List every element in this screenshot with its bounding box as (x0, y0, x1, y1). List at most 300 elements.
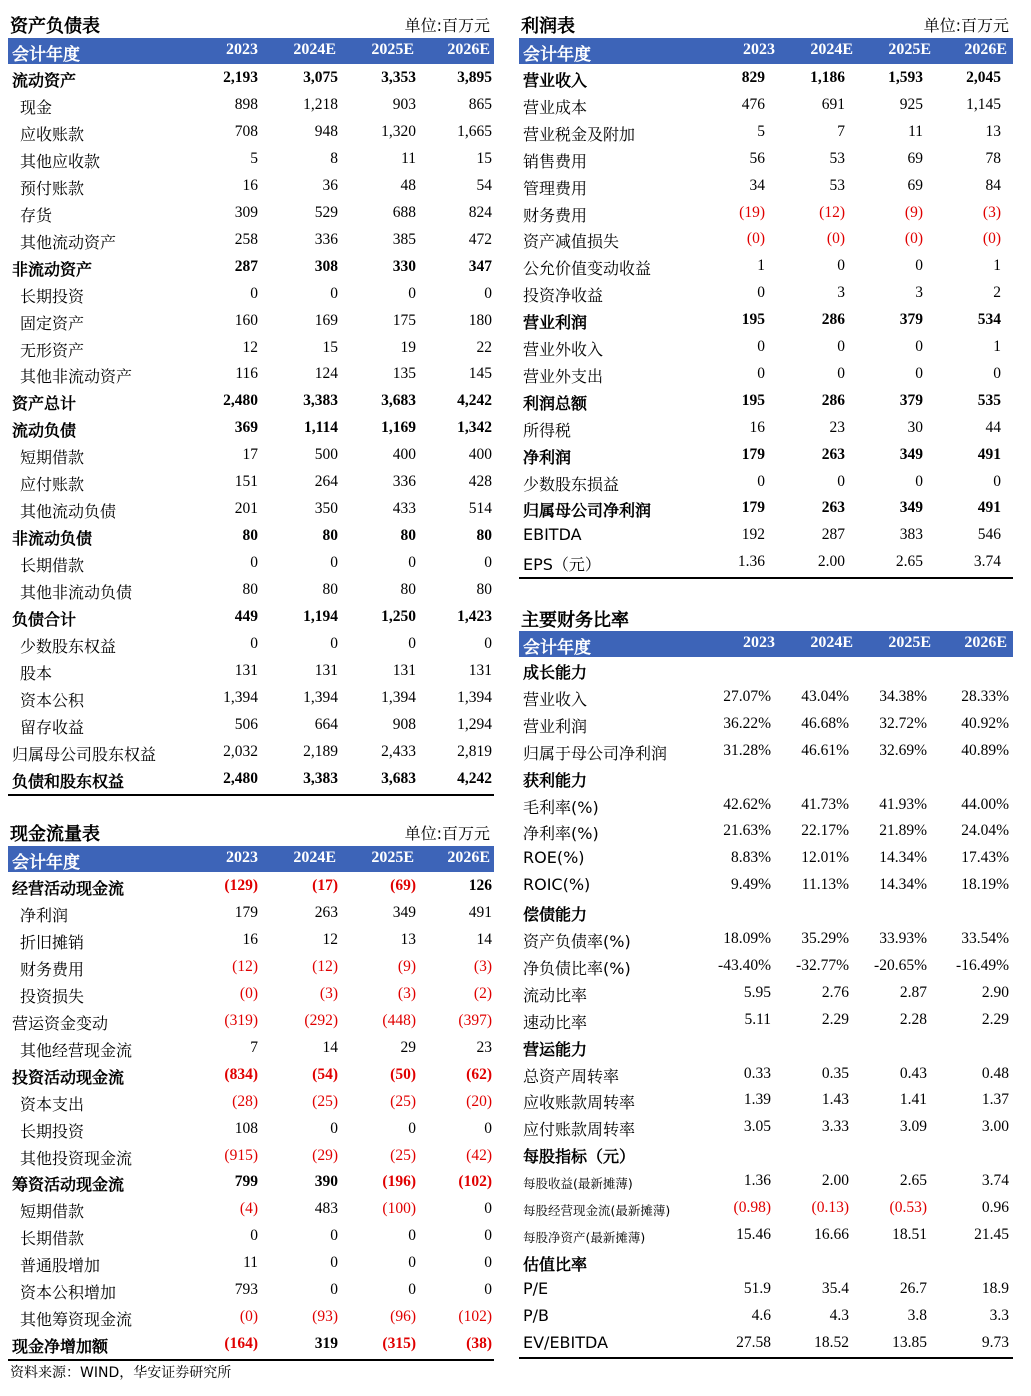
table-row (8, 873, 494, 900)
cell-value: 903 (392, 95, 416, 113)
header-label: 会计年度 (523, 45, 591, 65)
table-row (8, 1062, 494, 1089)
cell-value: 400 (392, 446, 416, 464)
cell-value: 116 (235, 365, 258, 383)
cell-value: (12) (312, 957, 338, 975)
row-label: 营运能力 (523, 1039, 588, 1059)
cell-value: 14.34% (879, 849, 927, 867)
row-label: 折旧摊销 (20, 932, 85, 952)
cell-value: (28) (232, 1092, 258, 1110)
cell-value: 80 (242, 581, 258, 599)
cell-value: 78 (985, 149, 1001, 167)
row-label: 所得税 (523, 420, 572, 440)
cell-value: 1.36 (737, 553, 765, 571)
row-label: 短期借款 (20, 448, 85, 468)
row-label: 流动比率 (523, 985, 588, 1005)
cell-value: 11 (243, 1254, 258, 1272)
cell-value: 192 (741, 526, 765, 544)
row-label: 流动资产 (12, 71, 77, 90)
cell-value: 258 (234, 230, 258, 248)
header-label: 会计年度 (12, 853, 80, 873)
row-label: 现金净增加额 (12, 1337, 109, 1357)
cell-value: 131 (234, 661, 258, 679)
table-row (519, 953, 1013, 980)
table-row (8, 415, 494, 442)
table-row (8, 550, 494, 577)
cell-value: 0 (757, 364, 765, 382)
row-label: 速动比率 (523, 1012, 588, 1032)
table-row (8, 1277, 494, 1304)
cell-value: 1,250 (381, 608, 416, 625)
year-2026e: 2026E (964, 41, 1007, 58)
cell-value: (12) (819, 203, 845, 221)
table-row (519, 1195, 1013, 1222)
row-label: 长期借款 (20, 1229, 85, 1249)
cell-value: 0 (250, 284, 258, 302)
cell-value: 3.05 (743, 1118, 771, 1136)
cell-value: 180 (468, 311, 492, 329)
year-2025e: 2025E (371, 849, 414, 866)
income-statement-unit: 单位:百万元 (923, 16, 1009, 35)
cell-value: 28.33% (961, 687, 1009, 705)
cell-value: 19 (400, 338, 416, 356)
cash-flow-panel (8, 818, 494, 1358)
cell-value: 369 (234, 419, 258, 437)
cell-value: 16 (749, 418, 765, 436)
cell-value: 379 (899, 311, 923, 329)
table-row (519, 307, 1013, 334)
cell-value: 1,593 (888, 69, 923, 86)
cell-value: 80 (322, 581, 338, 599)
row-label: 投资净收益 (523, 286, 604, 306)
cell-value: 7 (837, 122, 845, 140)
year-2025e: 2025E (371, 41, 414, 58)
row-label: 偿债能力 (523, 905, 588, 925)
cell-value: (96) (390, 1308, 416, 1326)
cell-value: 0 (408, 284, 416, 302)
cell-value: (25) (390, 1092, 416, 1110)
cell-value: 0 (484, 554, 492, 572)
cell-value: 263 (821, 445, 845, 463)
cell-value: 3.33 (821, 1118, 849, 1136)
table-row (8, 954, 494, 981)
cell-value: 263 (314, 903, 338, 921)
row-label: 销售费用 (523, 151, 588, 171)
cell-value: 40.92% (961, 714, 1009, 732)
row-label: 其他非流动资产 (20, 367, 133, 387)
cell-value: 4.3 (829, 1306, 849, 1324)
cell-value: 179 (234, 903, 258, 921)
table-row (8, 658, 494, 685)
table-row (519, 980, 1013, 1007)
row-label: 资本公积增加 (20, 1283, 117, 1303)
table-row (519, 388, 1013, 415)
cell-value: 0 (915, 364, 923, 382)
cell-value: (102) (458, 1308, 492, 1326)
table-row (519, 1249, 1013, 1276)
cell-value: 195 (741, 311, 765, 329)
row-label: 每股收益(最新摊薄) (523, 1176, 633, 1192)
cell-value: 29 (400, 1038, 416, 1056)
row-label: 净利润 (523, 447, 572, 467)
cell-value: 349 (899, 445, 923, 463)
financial-ratios-header (519, 631, 1013, 657)
balance-sheet-unit: 单位:百万元 (404, 16, 490, 35)
cell-value: 3,075 (303, 69, 338, 86)
cell-value: 23 (476, 1038, 492, 1056)
row-label: 营业收入 (523, 71, 588, 90)
cell-value: 16 (242, 930, 258, 948)
financial-ratios-panel (519, 604, 1013, 1360)
cell-value: 2,045 (966, 69, 1001, 86)
cell-value: 14.34% (879, 876, 927, 894)
cell-value: 160 (234, 311, 258, 329)
table-row (519, 738, 1013, 765)
cell-value: 33.93% (879, 930, 927, 947)
year-2024e: 2024E (293, 849, 336, 866)
cell-value: 691 (821, 95, 845, 113)
cell-value: 264 (314, 473, 338, 491)
cell-value: (292) (304, 1011, 338, 1029)
cell-value: 0 (484, 634, 492, 652)
row-label: 总资产周转率 (523, 1066, 620, 1086)
cell-value: 14 (476, 930, 492, 948)
table-row (8, 631, 494, 658)
cell-value: 201 (234, 500, 258, 518)
cell-value: 1.41 (899, 1091, 927, 1109)
table-row (8, 1143, 494, 1170)
table-row (8, 927, 494, 954)
cell-value: 175 (392, 311, 416, 329)
cell-value: 535 (977, 391, 1001, 409)
cell-value: 0 (250, 554, 258, 572)
cell-value: (20) (466, 1092, 492, 1110)
cell-value: 2,480 (223, 392, 258, 410)
cell-value: 349 (899, 499, 923, 517)
cell-value: 15 (476, 149, 492, 167)
cell-value: (164) (224, 1335, 258, 1353)
cell-value: 0 (837, 338, 845, 355)
cell-value: 1,114 (303, 419, 338, 437)
cell-value: 0 (250, 1227, 258, 1245)
cell-value: (315) (382, 1335, 416, 1353)
cell-value: 108 (234, 1119, 258, 1137)
cell-value: 0 (408, 1227, 416, 1245)
cell-value: 13 (400, 930, 416, 948)
cell-value: 35.29% (801, 930, 849, 947)
cell-value: 534 (977, 311, 1001, 329)
cell-value: 3 (915, 284, 923, 302)
cell-value: 56 (749, 149, 765, 167)
cell-value: (0.13) (811, 1199, 849, 1216)
cell-value: 0 (757, 338, 765, 355)
cell-value: -20.65% (874, 956, 927, 974)
cell-value: 1.37 (981, 1091, 1009, 1109)
table-bottom-rule (8, 1359, 494, 1361)
table-row (519, 1114, 1013, 1141)
row-label: 负债合计 (12, 610, 77, 629)
table-row (519, 1141, 1013, 1168)
cell-value: 319 (314, 1335, 338, 1353)
row-label: 现金 (20, 97, 53, 117)
cell-value: (0.53) (889, 1199, 927, 1216)
table-row (519, 119, 1013, 146)
cell-value: (834) (224, 1065, 258, 1083)
table-row (8, 254, 494, 281)
row-label: 应收账款周转率 (523, 1093, 636, 1113)
year-2025e: 2025E (888, 41, 931, 58)
cell-value: 3,383 (303, 392, 338, 410)
cell-value: 3.00 (981, 1118, 1009, 1136)
cell-value: 0 (484, 1254, 492, 1272)
header-label: 会计年度 (523, 638, 591, 658)
cell-value: 46.61% (801, 741, 849, 759)
cell-value: 688 (392, 203, 416, 221)
row-label: 资本支出 (20, 1094, 85, 1114)
cell-value: 0 (757, 284, 765, 302)
cell-value: 1,423 (457, 608, 492, 625)
table-row (519, 280, 1013, 307)
row-label: 应收账款 (20, 124, 85, 144)
cell-value: 27.58 (736, 1333, 771, 1351)
table-row (519, 361, 1013, 388)
cell-value: 16 (242, 176, 258, 194)
cell-value: 1,169 (381, 419, 416, 437)
cell-value: 0.35 (821, 1064, 849, 1082)
cell-value: 3.8 (907, 1306, 927, 1324)
row-label: ROIC(%) (523, 875, 591, 895)
cell-value: (54) (312, 1065, 338, 1083)
cell-value: 2,819 (457, 742, 492, 760)
cell-value: (12) (232, 957, 258, 975)
row-label: 其他应收款 (20, 151, 101, 171)
table-row (519, 65, 1013, 92)
table-row (519, 926, 1013, 953)
table-row (8, 604, 494, 631)
cell-value: (38) (466, 1335, 492, 1353)
row-label: 管理费用 (523, 178, 588, 198)
table-row (8, 308, 494, 335)
cash-flow-title: 现金流量表 (10, 824, 100, 845)
cell-value: 0 (484, 284, 492, 302)
cell-value: 0 (915, 472, 923, 490)
table-row (519, 1087, 1013, 1114)
cell-value: 34 (749, 176, 765, 194)
cell-value: (3) (319, 984, 338, 1002)
cell-value: 42.62% (723, 795, 771, 813)
row-label: 营业利润 (523, 716, 588, 736)
cell-value: 2.28 (899, 1010, 927, 1028)
cell-value: 131 (392, 661, 416, 679)
cell-value: 80 (242, 527, 258, 545)
cell-value: 664 (314, 715, 338, 733)
cell-value: 84 (985, 176, 1001, 194)
cell-value: 27.07% (723, 687, 771, 705)
row-label: 资产负债率(%) (523, 932, 631, 951)
cell-value: 41.93% (879, 795, 927, 813)
cell-value: 2,433 (381, 742, 416, 760)
cell-value: 1 (993, 257, 1001, 275)
financial-ratios-title: 主要财务比率 (521, 610, 629, 631)
row-label: 归属于母公司净利润 (523, 743, 668, 763)
cell-value: 491 (977, 445, 1001, 463)
cell-value: (0) (239, 1308, 258, 1326)
table-row (8, 577, 494, 604)
cell-value: 69 (907, 149, 923, 167)
cell-value: 2.00 (817, 553, 845, 571)
cell-value: 13 (985, 122, 1001, 140)
table-row (8, 469, 494, 496)
row-label: 长期投资 (20, 286, 85, 306)
cell-value: -16.49% (956, 956, 1009, 974)
table-row (8, 739, 494, 766)
cell-value: 46.68% (801, 714, 849, 732)
cell-value: 0 (330, 554, 338, 572)
table-row (8, 900, 494, 927)
cell-value: 0.48 (981, 1064, 1009, 1082)
cell-value: 865 (468, 95, 492, 113)
row-label: 长期借款 (20, 556, 85, 576)
cell-value: 17 (242, 446, 258, 464)
table-row (8, 1250, 494, 1277)
cell-value: 18.19% (961, 876, 1009, 894)
cell-value: 18.51 (892, 1225, 927, 1243)
cell-value: 1,294 (457, 715, 492, 733)
cell-value: 1,320 (381, 122, 416, 140)
cell-value: 80 (476, 527, 492, 545)
balance-sheet-header (8, 38, 494, 64)
cell-value: 0 (330, 284, 338, 302)
cell-value: 2.76 (821, 983, 849, 1001)
row-label: 投资损失 (20, 986, 85, 1006)
row-label: 每股经营现金流(最新摊薄) (523, 1203, 671, 1218)
table-row (519, 899, 1013, 926)
cell-value: 0 (330, 1119, 338, 1137)
cell-value: 4.6 (751, 1306, 771, 1324)
cell-value: 36.22% (723, 714, 771, 732)
cell-value: 287 (234, 257, 258, 275)
cell-value: 500 (314, 446, 338, 464)
cell-value: 11 (908, 122, 923, 140)
cell-value: 4,242 (457, 769, 492, 787)
row-label: 少数股东损益 (523, 474, 620, 494)
cell-value: 179 (741, 445, 765, 463)
cell-value: 3,683 (381, 392, 416, 410)
cell-value: 9.73 (981, 1333, 1009, 1351)
table-row (519, 1034, 1013, 1061)
cell-value: 9.49% (730, 876, 771, 894)
cell-value: 131 (468, 661, 492, 679)
cell-value: (25) (312, 1092, 338, 1110)
table-row (519, 792, 1013, 819)
cell-value: 1,394 (303, 688, 338, 706)
cell-value: 1 (993, 338, 1001, 355)
table-row (8, 92, 494, 119)
cell-value: (0.98) (733, 1199, 771, 1216)
cell-value: 3,683 (381, 769, 416, 787)
cell-value: 0 (408, 1119, 416, 1137)
table-row (519, 657, 1013, 684)
row-label: 营业利润 (523, 313, 588, 333)
cell-value: 33.54% (961, 930, 1009, 947)
table-row (519, 1276, 1013, 1303)
table-row (519, 495, 1013, 522)
cell-value: 53 (829, 176, 845, 194)
row-label: 其他筹资现金流 (20, 1310, 133, 1330)
cell-value: 5 (757, 122, 765, 140)
row-label: 负债和股东权益 (12, 771, 125, 791)
row-label: 财务费用 (20, 959, 85, 979)
row-label: 短期借款 (20, 1202, 85, 1222)
cash-flow-unit: 单位:百万元 (404, 824, 490, 843)
cell-value: 2,193 (223, 69, 258, 86)
cell-value: 44 (985, 418, 1001, 436)
cell-value: 0 (993, 472, 1001, 490)
year-2026e: 2026E (964, 634, 1007, 651)
row-label: 非流动资产 (12, 259, 93, 279)
table-row (519, 334, 1013, 361)
table-row (519, 253, 1013, 280)
row-label: 普通股增加 (20, 1256, 101, 1276)
table-row (519, 1303, 1013, 1330)
cell-value: 1.39 (743, 1091, 771, 1109)
cell-value: 26.7 (899, 1279, 927, 1297)
cell-value: 330 (392, 257, 416, 275)
cell-value: 1,145 (966, 95, 1001, 113)
cell-value: (3) (473, 957, 492, 975)
table-row (8, 766, 494, 793)
cell-value: 0 (330, 1227, 338, 1245)
row-label: 非流动负债 (12, 529, 93, 549)
cell-value: 17.43% (961, 849, 1009, 867)
cell-value: 22.17% (801, 822, 849, 840)
cell-value: 4,242 (457, 392, 492, 410)
cell-value: (915) (224, 1146, 258, 1164)
balance-sheet-panel (8, 10, 494, 794)
row-label: 营业成本 (523, 97, 588, 117)
cell-value: 0 (484, 1119, 492, 1137)
row-label: EV/EBITDA (523, 1332, 609, 1352)
year-2024e: 2024E (810, 41, 853, 58)
income-statement-header (519, 38, 1013, 64)
cell-value: 898 (234, 95, 258, 113)
cell-value: 80 (400, 581, 416, 599)
cell-value: 1,194 (303, 608, 338, 625)
cell-value: 5.95 (743, 983, 771, 1001)
source-note: 资料来源：WIND，华安证券研究所 (10, 1365, 232, 1381)
cell-value: 793 (234, 1281, 258, 1299)
row-label: 其他流动资产 (20, 232, 117, 252)
header-label: 会计年度 (12, 45, 80, 65)
cell-value: 0 (837, 472, 845, 490)
cell-value: 0 (408, 554, 416, 572)
cell-value: 54 (476, 176, 492, 194)
cell-value: 799 (234, 1173, 258, 1191)
table-row (8, 1089, 494, 1116)
row-label: 筹资活动现金流 (12, 1175, 125, 1195)
cell-value: 0 (837, 257, 845, 275)
row-label: 股本 (20, 663, 53, 683)
row-label: 营业税金及附加 (523, 124, 636, 144)
row-label: 归属母公司净利润 (523, 501, 652, 521)
cell-value: 0 (915, 338, 923, 355)
row-label: 净利率(%) (523, 824, 599, 844)
cell-value: 3,895 (457, 69, 492, 86)
cell-value: 135 (392, 365, 416, 383)
table-row (8, 523, 494, 550)
cell-value: 3.09 (899, 1118, 927, 1136)
cell-value: 145 (468, 365, 492, 383)
